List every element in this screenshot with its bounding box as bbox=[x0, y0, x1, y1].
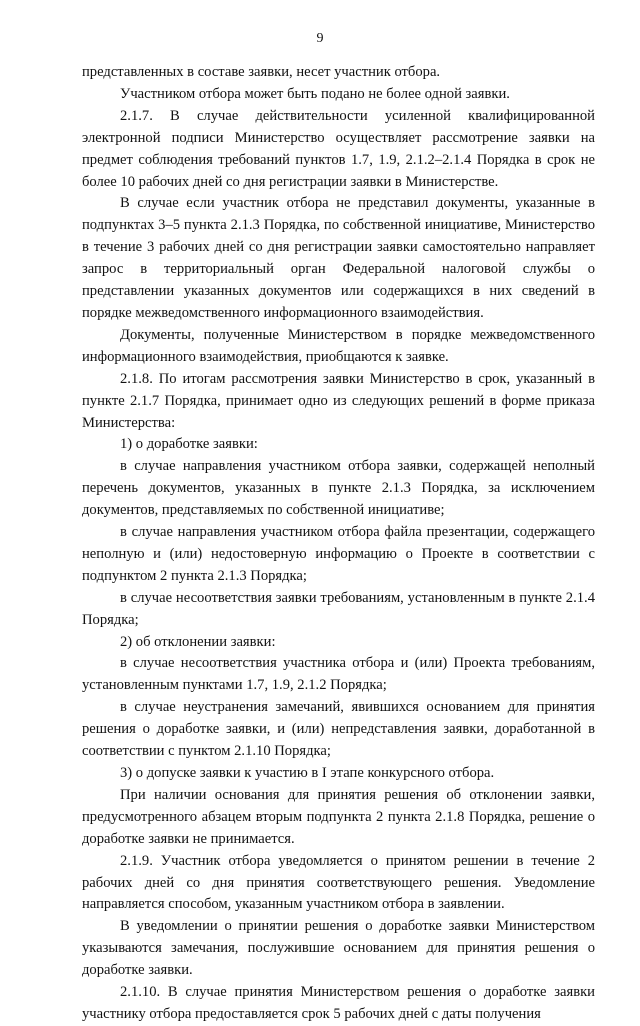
paragraph-2-1-9: 2.1.9. Участник отбора уведомляется о принятом решении в течение 2 рабочих дней со дня принятия соответствующего решения. Уведомление направляется способом, указанным участником отбора в заявлении. bbox=[82, 852, 595, 913]
paragraph-remarks-not-fixed: в случае неустранения замечаний, явившихся основанием для принятия решения о доработке заявки, и (или) непредставления заявки, доработанной в соответствии с пунктом 2.1.10 Порядка; bbox=[82, 699, 595, 760]
paragraph-2-1-8: 2.1.8. По итогам рассмотрения заявки Министерство в срок, указанный в пункте 2.1.7 Порядка, принимает одно из следующих решений в форме приказа Министерства: bbox=[82, 370, 595, 431]
paragraph-one-application: Участником отбора может быть подано не более одной заявки. bbox=[120, 85, 510, 102]
paragraph-notification-remarks: В уведомлении о принятии решения о доработке заявки Министерством указываются замечания, послужившие основанием для принятия решения о доработке заявки. bbox=[82, 918, 595, 979]
list-item-admission: 3) о допуске заявки к участию в I этапе конкурсного отбора. bbox=[120, 765, 495, 781]
page-number: 9 bbox=[316, 31, 324, 46]
paragraph-documents-attached: Документы, полученные Министерством в порядке межведомственного информационного взаимодействия, приобщаются к заявке. bbox=[82, 326, 595, 365]
list-item-rejection: 2) об отклонении заявки: bbox=[120, 633, 276, 650]
paragraph-2-1-7: 2.1.7. В случае действительности усиленной квалифицированной электронной подписи Министерство осуществляет рассмотрение заявки на предмет соблюдения требований пунктов 1.7, 1.9, 2.1.2–2.1.4 Порядка в срок не более 10 рабочих дней со дня регистрации заявки в Министерстве. bbox=[82, 107, 595, 190]
paragraph-requirements-mismatch: в случае несоответствия заявки требованиям, установленным в пункте 2.1.4 Порядка; bbox=[82, 589, 595, 628]
document-body bbox=[82, 62, 595, 1026]
paragraph-continuation: представленных в составе заявки, несет участник отбора. bbox=[82, 64, 441, 80]
paragraph-rejection-grounds: При наличии основания для принятия решения об отклонении заявки, предусмотренного абзацем вторым подпункта 2 пункта 2.1.8 Порядка, решение о доработке заявки не принимается. bbox=[82, 786, 595, 847]
paragraph-interagency-request: В случае если участник отбора не представил документы, указанные в подпунктах 3–5 пункта 2.1.3 Порядка, по собственной инициативе, Министерство в течение 3 рабочих дней со дня регистрации заявки самостоятельно направляет запрос в территориальный орган Федеральной налоговой службы о представлении указанных документов или содержащихся в них сведений в порядке межведомственного информационного взаимодействия. bbox=[82, 195, 595, 321]
paragraph-incomplete-documents: в случае направления участником отбора заявки, содержащей неполный перечень документов, указанных в пункте 2.1.3 Порядка, за исключением документов, представляемых по собственной инициативе; bbox=[82, 458, 595, 519]
paragraph-participant-mismatch: в случае несоответствия участника отбора и (или) Проекта требованиям, установленным пунктами 1.7, 1.9, 2.1.2 Порядка; bbox=[82, 655, 595, 694]
paragraph-2-1-10: 2.1.10. В случае принятия Министерством решения о доработке заявки участнику отбора предоставляется срок 5 рабочих дней с даты получения bbox=[82, 984, 595, 1022]
list-item-revision: 1) о доработке заявки: bbox=[120, 436, 258, 453]
paragraph-presentation-file: в случае направления участником отбора файла презентации, содержащего неполную и (или) недостоверную информацию о Проекте в соответствии с подпунктом 2 пункта 2.1.3 Порядка; bbox=[82, 524, 595, 584]
